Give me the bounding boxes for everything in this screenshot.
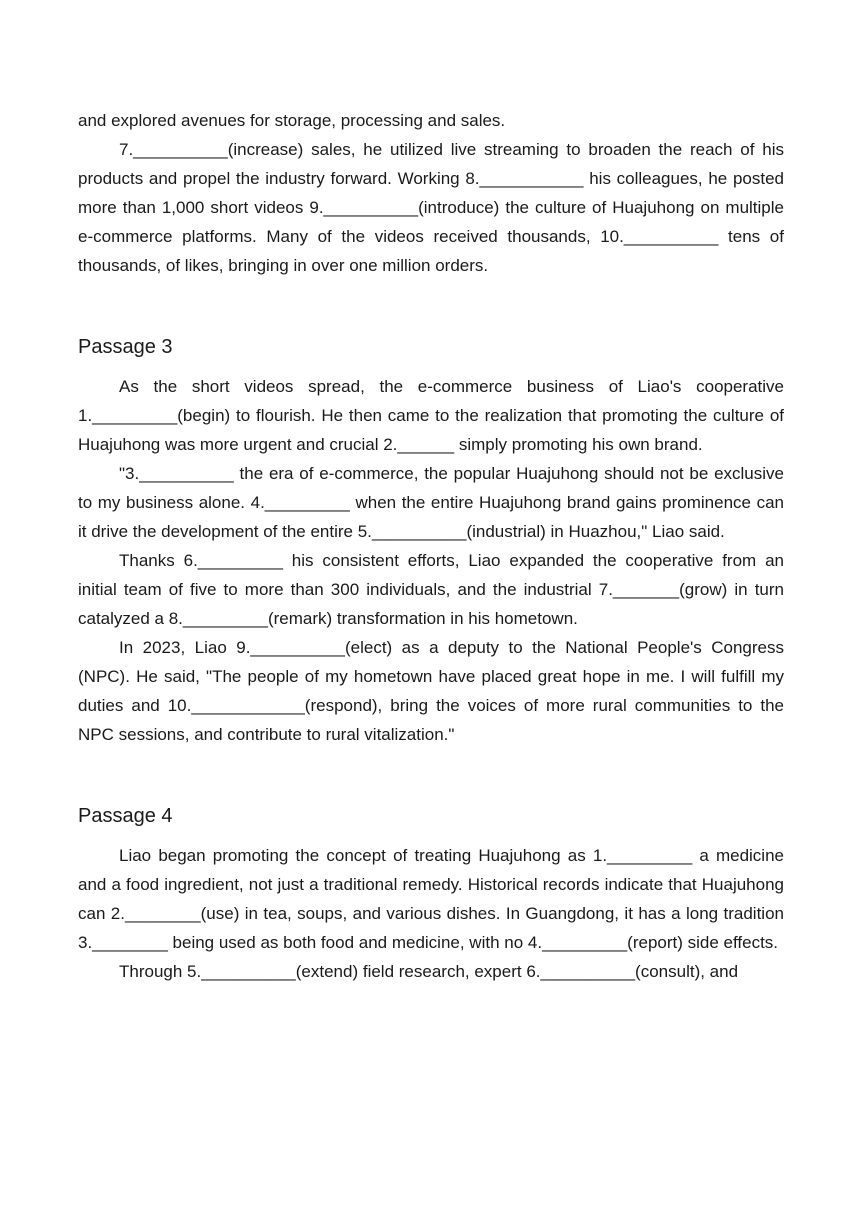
passage-3-paragraph-4: In 2023, Liao 9.__________(elect) as a deputy to the National People's Congress (NPC). He said, "The people of my hometown have placed great hope in me. I will fulfill my duties and 10.____________(respond), bring the voices of more rural communities to the NPC sessions, and contribute to rural vitalization." (78, 638, 784, 744)
passage-4-paragraph-1: Liao began promoting the concept of treating Huajuhong as 1._________ a medicine and a food ingredient, not just a traditional remedy. Historical records indicate that Huajuhong can 2.________(use) in tea, soups, and various dishes. In Guangdong, it has a long tradition 3.________ being used as both food and medicine, with no 4._________(report) side effects. (78, 846, 784, 952)
passage-3-paragraph-3: Thanks 6._________ his consistent efforts, Liao expanded the cooperative from an initial team of five to more than 300 individuals, and the industrial 7._______(grow) in turn catalyzed a 8._________(remark) transformation in his hometown. (78, 551, 784, 628)
passage-4-paragraph-2: Through 5.__________(extend) field research, expert 6.__________(consult), and (119, 962, 739, 981)
passage-2-continuation-line: and explored avenues for storage, processing and sales. (78, 111, 506, 130)
passage-3-title: Passage 3 (78, 336, 173, 358)
passage-3-body (78, 372, 784, 749)
passage-2-paragraph: 7.__________(increase) sales, he utilized live streaming to broaden the reach of his products and propel the industry forward. Working 8.___________ his colleagues, he posted more than 1,000 short videos 9.__________(introduce) the culture of Huajuhong on multiple e-commerce platforms. Many of the videos received thousands, 10.__________ tens of thousands, of likes, bringing in over one million orders. (78, 140, 784, 275)
passage-4-title: Passage 4 (78, 805, 173, 827)
passage-3-paragraph-2: "3.__________ the era of e-commerce, the popular Huajuhong should not be exclusive to my business alone. 4._________ when the entire Huajuhong brand gains prominence can it drive the development of the entire 5.__________(industrial) in Huazhou," Liao said. (78, 464, 784, 541)
passage-4-body (78, 841, 784, 986)
passage-3-paragraph-1: As the short videos spread, the e-commerce business of Liao's cooperative 1._________(begin) to flourish. He then came to the realization that promoting the culture of Huajuhong was more urgent and crucial 2.______ simply promoting his own brand. (78, 377, 784, 454)
document-body (78, 106, 784, 986)
